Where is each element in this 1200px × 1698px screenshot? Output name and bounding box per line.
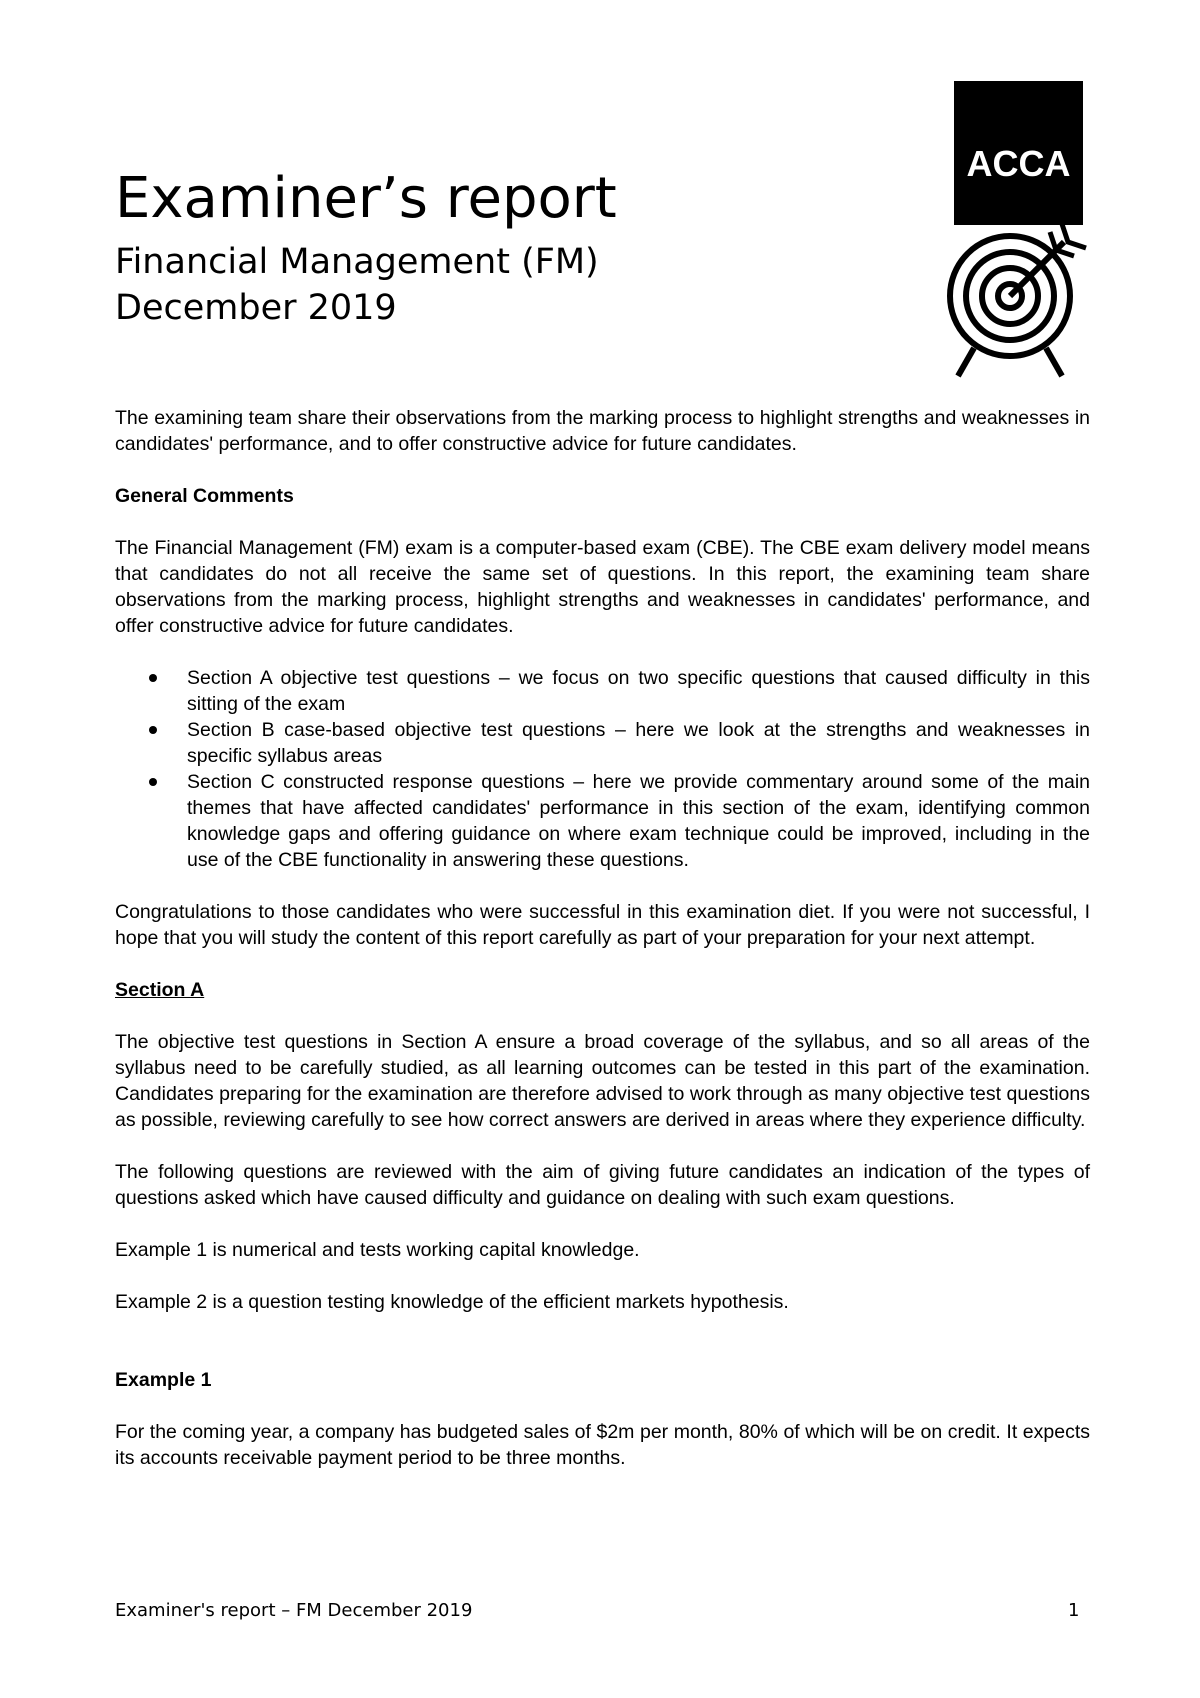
report-body [115, 405, 1090, 1497]
section-a-paragraph: The objective test questions in Section A ensure a broad coverage of the syllabus, and so all areas of the syllabus need to be carefully studied, as all learning outcomes can be tested in this part of the examination. Candidates preparing for the examination are therefore advised to work through as many objective test questions as possible, reviewing carefully to see how correct answers are derived in areas where they experience difficulty. [115, 1031, 1090, 1131]
general-comments-paragraph: The Financial Management (FM) exam is a computer-based exam (CBE). The CBE exam delivery model means that candidates do not all receive the same set of questions. In this report, the examining team share observations from the marking process, highlight strengths and weaknesses in candidates' performance, and offer constructive advice for future candidates. [115, 537, 1090, 637]
subtitle-date: December 2019 [115, 288, 397, 328]
section-list [115, 665, 1090, 873]
congratulations-paragraph: Congratulations to those candidates who were successful in this examination diet. If you were not successful, I hope that you will study the content of this report carefully as part of your preparation for your next attempt. [115, 901, 1090, 949]
section-a-paragraph: Example 1 is numerical and tests working capital knowledge. [115, 1239, 640, 1261]
page-number: 1 [1068, 1600, 1080, 1621]
list-item: Section B case-based objective test questions – here we look at the strengths and weaknesses in specific syllabus areas [187, 719, 1090, 767]
intro-paragraph: The examining team share their observations from the marking process to highlight strengths and weaknesses in candidates' performance, and to offer constructive advice for future candidates. [115, 407, 1090, 455]
footer-title: Examiner's report – FM December 2019 [115, 1600, 473, 1621]
list-item: Section A objective test questions – we focus on two specific questions that caused difficulty in this sitting of the exam [187, 667, 1090, 715]
acca-logo [954, 81, 1083, 225]
subtitle-exam: Financial Management (FM) [115, 242, 599, 282]
logo-text: ACCA [966, 143, 1071, 184]
general-comments-heading: General Comments [115, 485, 294, 507]
section-a-paragraph: Example 2 is a question testing knowledge of the efficient markets hypothesis. [115, 1291, 789, 1313]
section-a-heading: Section A [115, 979, 205, 1001]
target-icon [940, 222, 1090, 384]
list-item: Section C constructed response questions – here we provide commentary around some of the main themes that have affected candidates' performance in this section of the exam, identifying common knowledge gaps and offering guidance on where exam technique could be improved, including in the use of the CBE functionality in answering these questions. [187, 771, 1090, 871]
example-1-paragraph: For the coming year, a company has budgeted sales of $2m per month, 80% of which will be on credit. It expects its accounts receivable payment period to be three months. [115, 1421, 1090, 1469]
section-a-paragraph: The following questions are reviewed with the aim of giving future candidates an indication of the types of questions asked which have caused difficulty and guidance on dealing with such exam questions. [115, 1161, 1090, 1209]
page-title: Examiner’s report [115, 166, 617, 231]
example-1-heading: Example 1 [115, 1369, 212, 1391]
